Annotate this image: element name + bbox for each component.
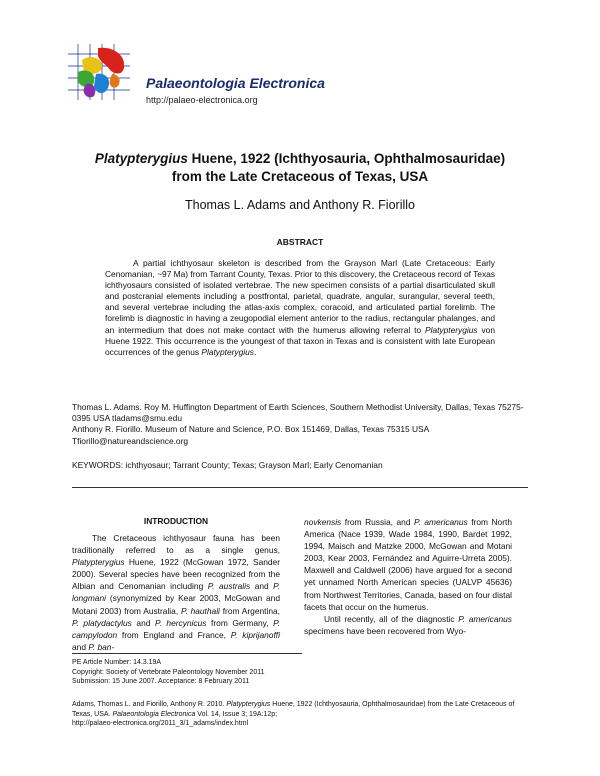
affiliation-adams: Thomas L. Adams. Roy M. Huffington Department of Earth Sciences, Southern Methodist University, Dallas, Texas 75275-0395 USA tladams@smu.edu	[72, 402, 524, 424]
article-metadata	[72, 658, 264, 687]
submission-dates: Submission: 15 June 2007. Acceptance: 8 February 2011	[72, 678, 250, 685]
citation-url[interactable]: http://palaeo-electronica.org/2011_3/1_adams/index.html	[72, 720, 249, 727]
keywords: KEYWORDS: ichthyosaur; Tarrant County; Texas; Grayson Marl; Early Cenomanian	[72, 460, 383, 470]
title-line1: Huene, 1922 (Ichthyosauria, Ophthalmosauridae)	[187, 151, 506, 166]
authors: Thomas L. Adams and Anthony R. Fiorillo	[185, 198, 415, 212]
copyright: Copyright: Society of Vertebrate Paleontology November 2011	[72, 668, 265, 676]
palaeontologia-electronica-logo-icon	[68, 44, 130, 100]
abstract-heading: ABSTRACT	[276, 237, 324, 247]
introduction-heading: INTRODUCTION	[143, 516, 209, 526]
footer-divider	[72, 653, 302, 654]
article-title	[60, 150, 540, 186]
title-line2: from the Late Cretaceous of Texas, USA	[171, 169, 429, 184]
abstract-text: A partial ichthyosaur skeleton is described from the Grayson Marl (Late Cretaceous: Early Cenomanian, ~97 Ma) from Tarrant County, Texas. Prior to this discovery, the Cretaceous record of Texas ichthyosaurs consisted of isolated vertebrae. The new specimen consists of a partial disarticulated skull and postcranial elements including a postfrontal, parietal, quadrate, angular, surangular, several teeth, and several vertebrae including the atlas-axis complex, coracoid, and articulated partial forelimb. The forelimb is diagnostic in having a zeugopodial element anterior to the radius, rectangular phalanges, and an intermedium that does not make contact with the humerus allowing referral to Platypterygius von Huene 1922. This occurrence is the youngest of that taxon in Texas and is consistent with late European occurrences of the genus Platypterygius.	[105, 258, 495, 357]
article-number: PE Article Number: 14.3.19A	[72, 659, 162, 666]
journal-url[interactable]: http://palaeo-electronica.org	[146, 95, 258, 105]
citation: Adams, Thomas L. and Fiorillo, Anthony R. 2010. Platypterygius Huene, 1922 (Ichthyosauria, Ophthalmosauridae) from the Late Cretaceous of Texas, USA. Palaeontologia Electronica Vol. 14, Issue 3; 19A:12p; http://palaeo-electronica.org/2011_3/1_adams/index.html	[72, 701, 515, 727]
author-affiliations	[72, 402, 532, 447]
title-genus: Platypterygius	[94, 151, 188, 166]
affiliation-fiorillo: Anthony R. Fiorillo. Museum of Nature and Science, P.O. Box 151469, Dallas, Texas 75315 USA Tfiorillo@natureandscience.org	[72, 424, 429, 446]
introduction-column-1: The Cretaceous ichthyosaur fauna has been traditionally referred to as a single genus, Platypterygius Huene, 1922 (McGowan 1972, Sander 2000). Several species have been recognized from the Albian and Cenomanian including P. australis and P. longmani (synonymized by Kear 2003, McGowan and Motani 2003) from Australia, P. hauthali from Argentina, P. platydactylus and P. hercynicus from Germany, P. campylodon from England and France, P. kiprijanoffi and P. ban-	[72, 533, 280, 652]
introduction-column-2: novkensis from Russia, and P. americanus from North America (Nace 1939, Wade 1984, 1990, Bardet 1992, 1994, Maisch and Matzke 2000, McGowan and Motani 2003, Kear 2003, Fernández and Aguirre-Urreta 2005). Maxwell and Caldwell (2006) have argued for a second yet unnamed North American species (UALVP 45636) from Northwest Territories, Canada, based on four distal facets that occur on the humerus. Until recently, all of the diagnostic P. americanus specimens have been recovered from Wyo-	[304, 517, 512, 636]
journal-name: Palaeontologia Electronica	[146, 75, 325, 91]
section-divider	[72, 487, 528, 488]
